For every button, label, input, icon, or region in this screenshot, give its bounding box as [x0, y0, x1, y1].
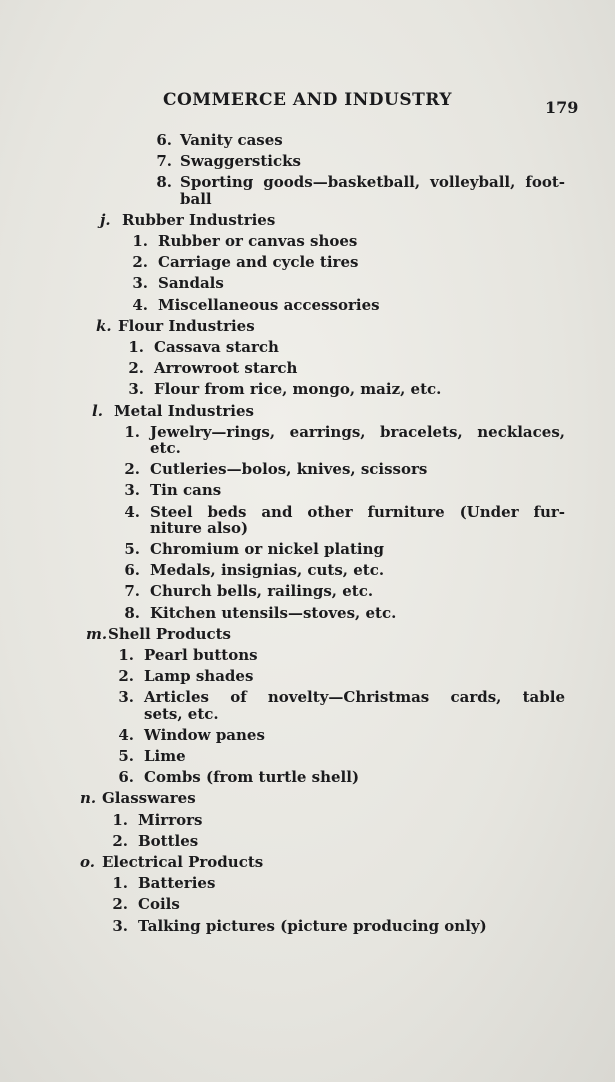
item-number: 3. [124, 481, 140, 500]
item-text: Kitchen utensils—stoves, etc. [150, 603, 397, 622]
item-number: 5. [124, 540, 140, 558]
item-number: 6. [118, 768, 134, 787]
item-number: 4. [132, 295, 148, 314]
item-text: Articles of novelty—Christmas cards, table [144, 688, 565, 707]
item-text: Combs (from turtle shell) [144, 768, 360, 787]
item-number: 4. [124, 502, 140, 521]
item-number: 6. [156, 131, 172, 149]
item-number: 3. [118, 688, 134, 707]
item-text: Vanity cases [180, 131, 283, 149]
item-text: Swaggersticks [180, 152, 301, 171]
section-letter: n. [80, 789, 97, 808]
item-text: Miscellaneous accessories [158, 295, 380, 314]
item-text: Tin cans [150, 481, 222, 500]
item-number: 2. [128, 359, 144, 378]
item-number: 1. [118, 646, 134, 664]
item-text: Cassava starch [154, 338, 279, 356]
section-letter: m. [86, 624, 108, 643]
item-text: Steel beds and other furniture (Under fur- [150, 502, 565, 521]
section-title: Electrical Products [102, 853, 264, 871]
section-letter: k. [96, 316, 112, 335]
item-text: Batteries [138, 874, 216, 893]
item-text: Pearl buttons [144, 646, 258, 664]
item-text: Talking pictures (picture producing only) [138, 916, 487, 935]
item-text: Arrowroot starch [154, 359, 298, 378]
item-number: 5. [118, 747, 134, 765]
item-text: Church bells, railings, etc. [150, 582, 374, 601]
item-number: 2. [124, 460, 140, 479]
item-number: 7. [156, 152, 172, 171]
section-title: Glasswares [102, 789, 196, 808]
item-text: Rubber or canvas shoes [158, 232, 358, 250]
section-letter: j. [100, 210, 111, 229]
item-number: 3. [128, 380, 144, 399]
item-text: Jewelry—rings, earrings, bracelets, necklaces, [150, 422, 565, 441]
item-number: 1. [112, 810, 128, 829]
item-text: Flour from rice, mongo, maiz, etc. [154, 380, 442, 399]
item-text: Cutleries—bolos, knives, scissors [150, 460, 428, 479]
item-number: 1. [112, 874, 128, 893]
item-number: 1. [132, 232, 148, 250]
item-text-continuation: ball [180, 189, 212, 208]
item-number: 3. [132, 274, 148, 293]
item-number: 6. [124, 561, 140, 580]
item-number: 3. [112, 916, 128, 935]
item-number: 7. [124, 582, 140, 601]
running-header: COMMERCE AND INDUSTRY [162, 90, 453, 110]
page-number: 179 [545, 98, 579, 117]
item-text: Carriage and cycle tires [158, 253, 359, 272]
item-text: Sporting goods—basketball, volleyball, foot- [180, 173, 565, 192]
item-text-continuation: sets, etc. [144, 704, 219, 723]
section-title: Flour Industries [118, 316, 255, 335]
item-number: 8. [124, 603, 140, 622]
item-text: Bottles [138, 831, 199, 850]
item-number: 1. [124, 422, 140, 441]
section-letter: o. [80, 853, 95, 871]
item-text-continuation: niture also) [150, 518, 249, 537]
item-text: Sandals [158, 274, 224, 293]
item-text: Lamp shades [144, 667, 254, 686]
item-text: Mirrors [138, 810, 203, 829]
item-text: Chromium or nickel plating [150, 540, 384, 558]
item-number: 2. [112, 895, 128, 914]
section-title: Shell Products [108, 624, 231, 643]
item-text: Window panes [144, 725, 265, 744]
item-text: Medals, insignias, cuts, etc. [150, 561, 385, 580]
item-number: 2. [112, 831, 128, 850]
item-text: Coils [138, 895, 180, 914]
item-text-continuation: etc. [150, 439, 181, 457]
item-number: 4. [118, 725, 134, 744]
section-title: Rubber Industries [122, 210, 276, 229]
section-title: Metal Industries [114, 401, 254, 420]
section-letter: l. [92, 401, 103, 420]
item-number: 8. [156, 173, 172, 192]
item-number: 1. [128, 338, 144, 356]
item-number: 2. [132, 253, 148, 272]
item-text: Lime [144, 747, 186, 765]
item-number: 2. [118, 667, 134, 686]
